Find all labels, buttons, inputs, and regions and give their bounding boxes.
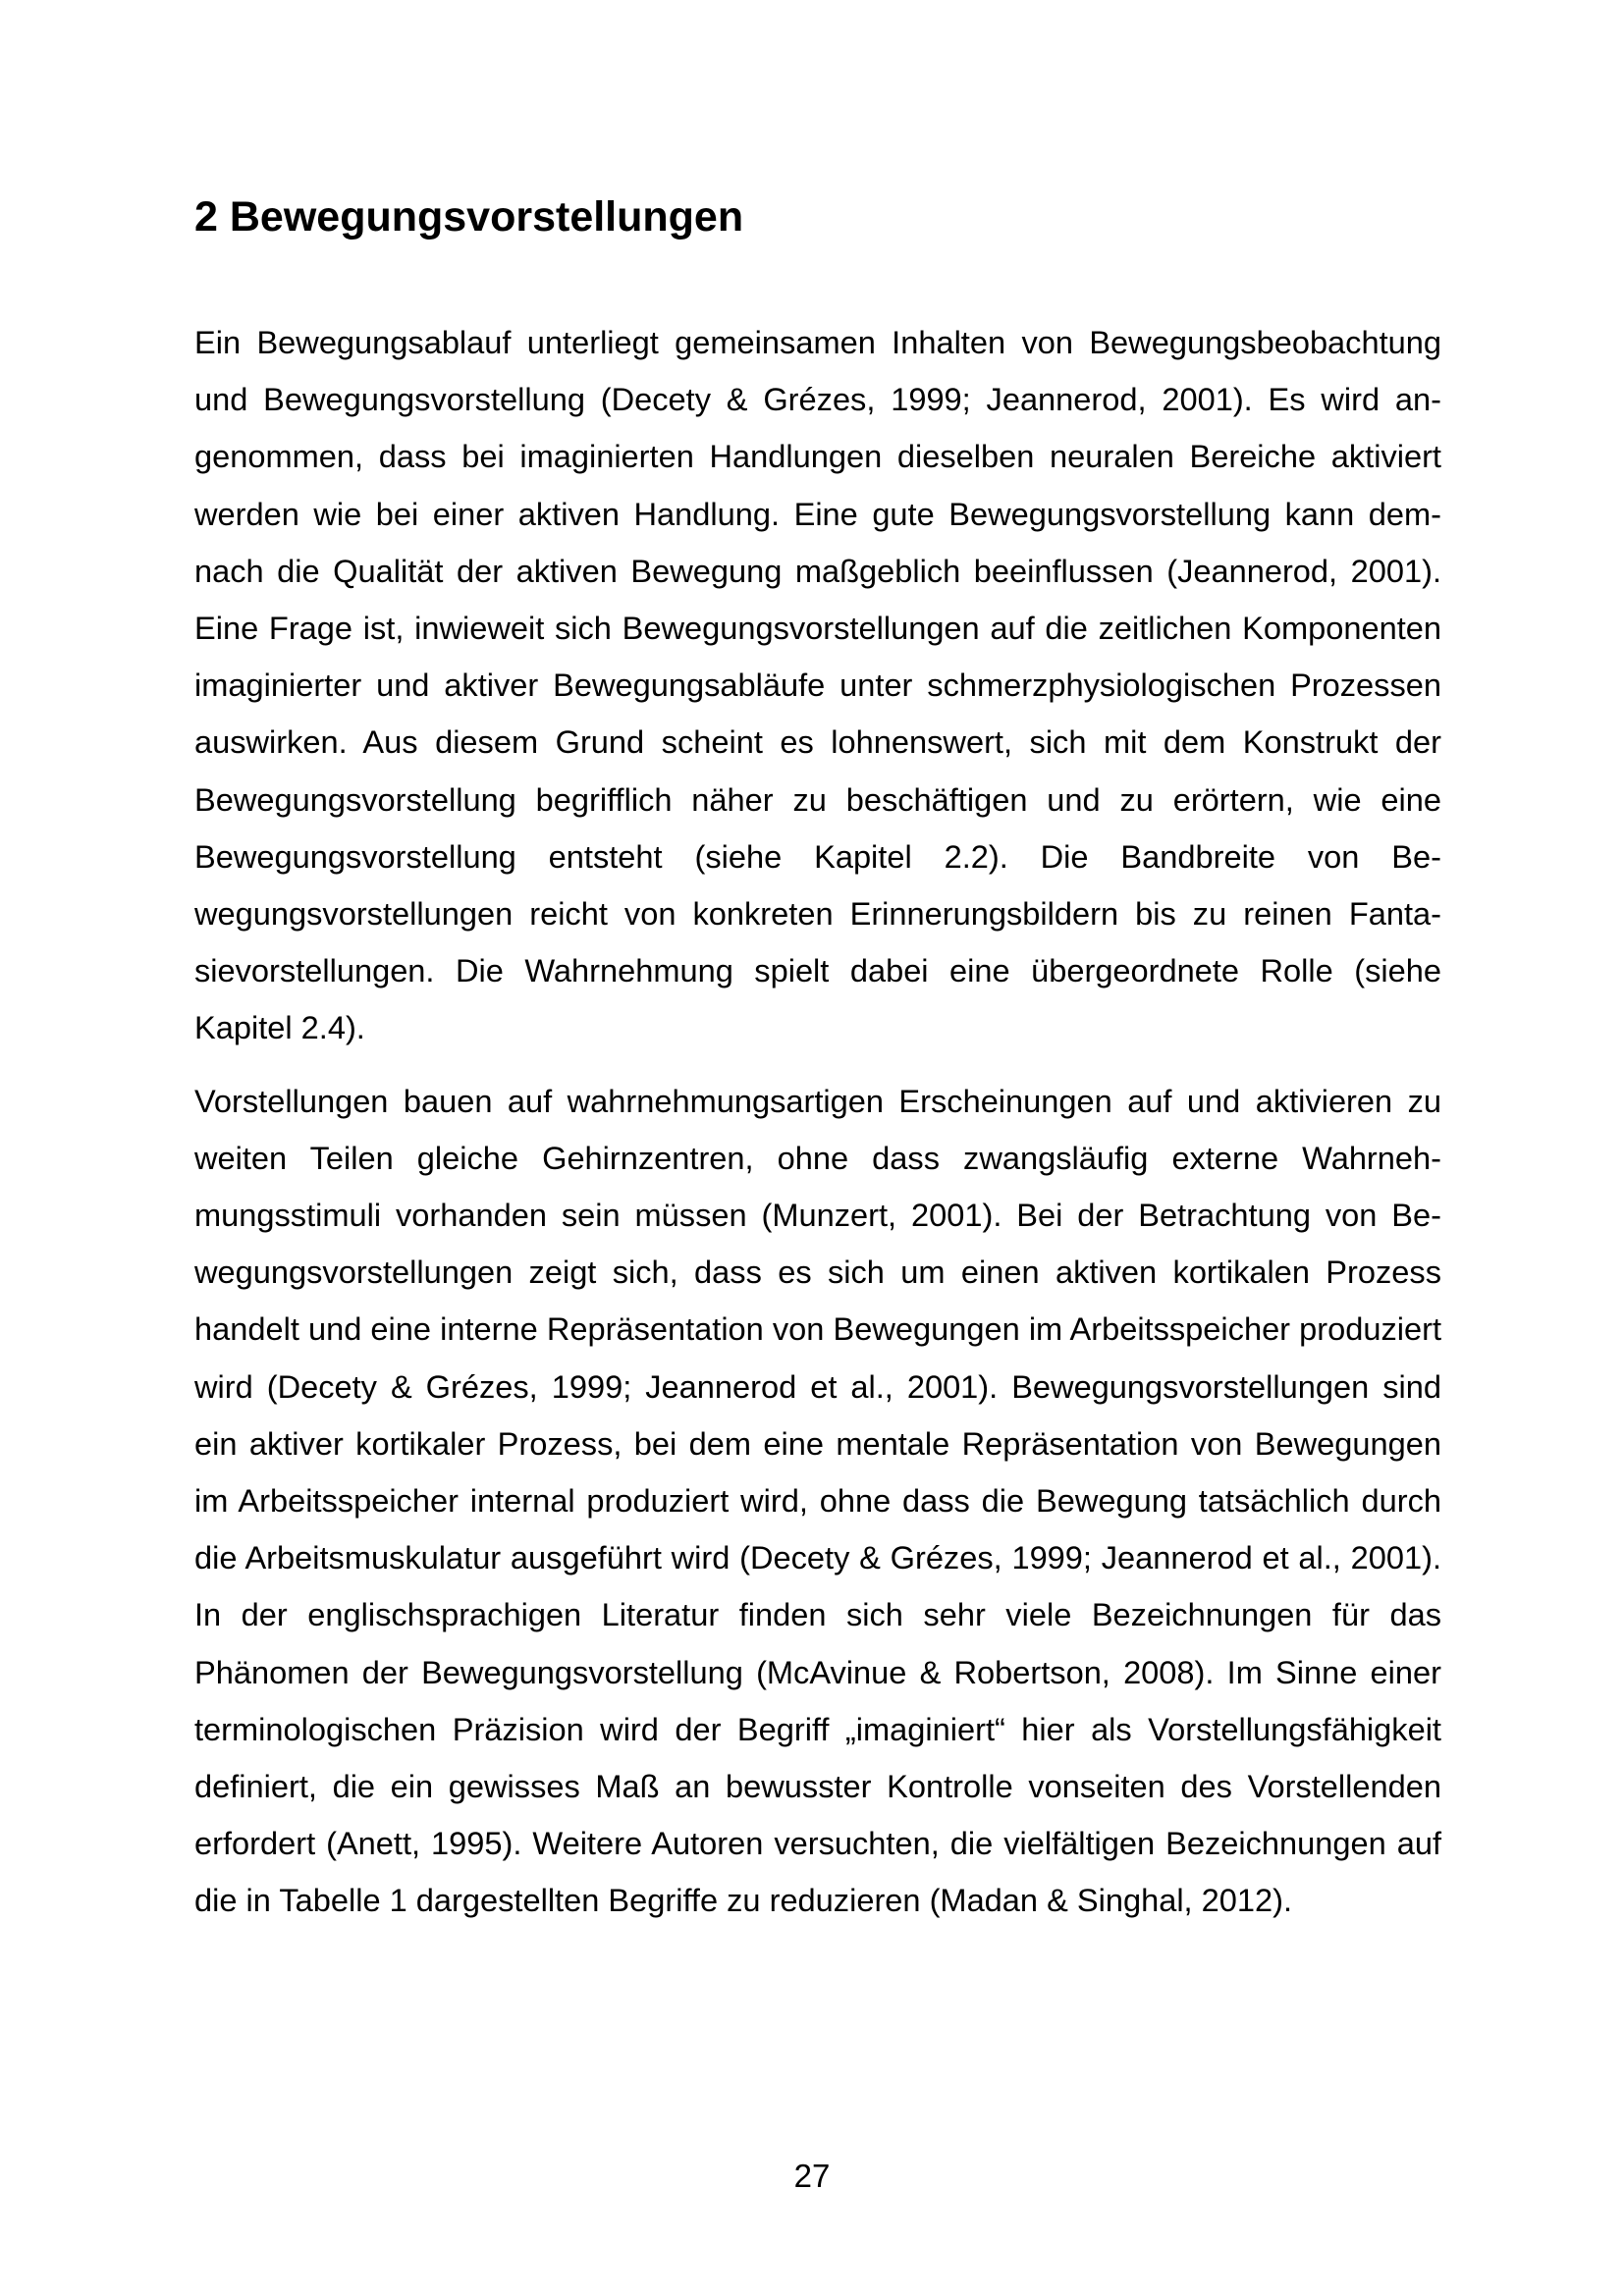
- paragraph: Ein Bewegungsablauf unterliegt gemeinsamen Inhalten von Bewegungsbeobachtung und Bewegungsvorstellung (Decety & Grézes, 1999; Jeannerod, 2001). Es wird angenommen, dass bei imaginierten Handlungen dieselben neuralen Bereiche aktiviert werden wie bei einer aktiven Handlung. Eine gute Bewegungsvorstellung kann demnach die Qualität der aktiven Bewegung maßgeblich beeinflussen (Jeannerod, 2001). Eine Frage ist, inwieweit sich Bewegungsvorstellungen auf die zeitlichen Komponenten imaginierter und aktiver Bewegungsabläufe unter schmerzphysiologischen Prozessen auswirken. Aus diesem Grund scheint es lohnenswert, sich mit dem Konstrukt der Bewegungsvorstellung begrifflich näher zu beschäftigen und zu erörtern, wie eine Bewegungsvorstellung entsteht (siehe Kapitel 2.2). Die Bandbreite von Bewegungsvorstellungen reicht von konkreten Erinnerungsbildern bis zu reinen Fantasievorstellungen. Die Wahrnehmung spielt dabei eine übergeordnete Rolle (siehe Kapitel 2.4).: [194, 324, 1441, 1046]
- paragraph: Vorstellungen bauen auf wahrnehmungsartigen Erscheinungen auf und aktivieren zu weiten Teilen gleiche Gehirnzentren, ohne dass zwangsläufig externe Wahrnehmungsstimuli vorhanden sein müssen (Munzert, 2001). Bei der Betrachtung von Bewegungsvorstellungen zeigt sich, dass es sich um einen aktiven kortikalen Prozess handelt und eine interne Repräsentation von Bewegungen im Arbeitsspeicher produziert wird (Decety & Grézes, 1999; Jeannerod et al., 2001). Bewegungsvorstellungen sind ein aktiver kortikaler Prozess, bei dem eine mentale Repräsentation von Bewegungen im Arbeitsspeicher internal produziert wird, ohne dass die Bewegung tatsächlich durch die Arbeitsmuskulatur ausgeführt wird (Decety & Grézes, 1999; Jeannerod et al., 2001). In der englischsprachigen Literatur finden sich sehr viele Bezeichnungen für das Phänomen der Bewegungsvorstellung (McAvinue & Robertson, 2008). Im Sinne einer terminologischen Präzision wird der Begriff „imaginiert“ hier als Vorstellungsfähigkeit definiert, die ein gewisses Maß an bewusster Kontrolle vonseiten des Vorstellenden erfordert (Anett, 1995). Weitere Autoren versuchten, die vielfältigen Bezeichnungen auf die in Tabelle 1 dargestellten Begriffe zu reduzieren (Madan & Singhal, 2012).: [194, 1082, 1441, 1919]
- body-text: [194, 314, 1441, 1946]
- page-number: 27: [793, 2158, 831, 2194]
- chapter-heading: 2 Bewegungsvorstellungen: [194, 193, 744, 240]
